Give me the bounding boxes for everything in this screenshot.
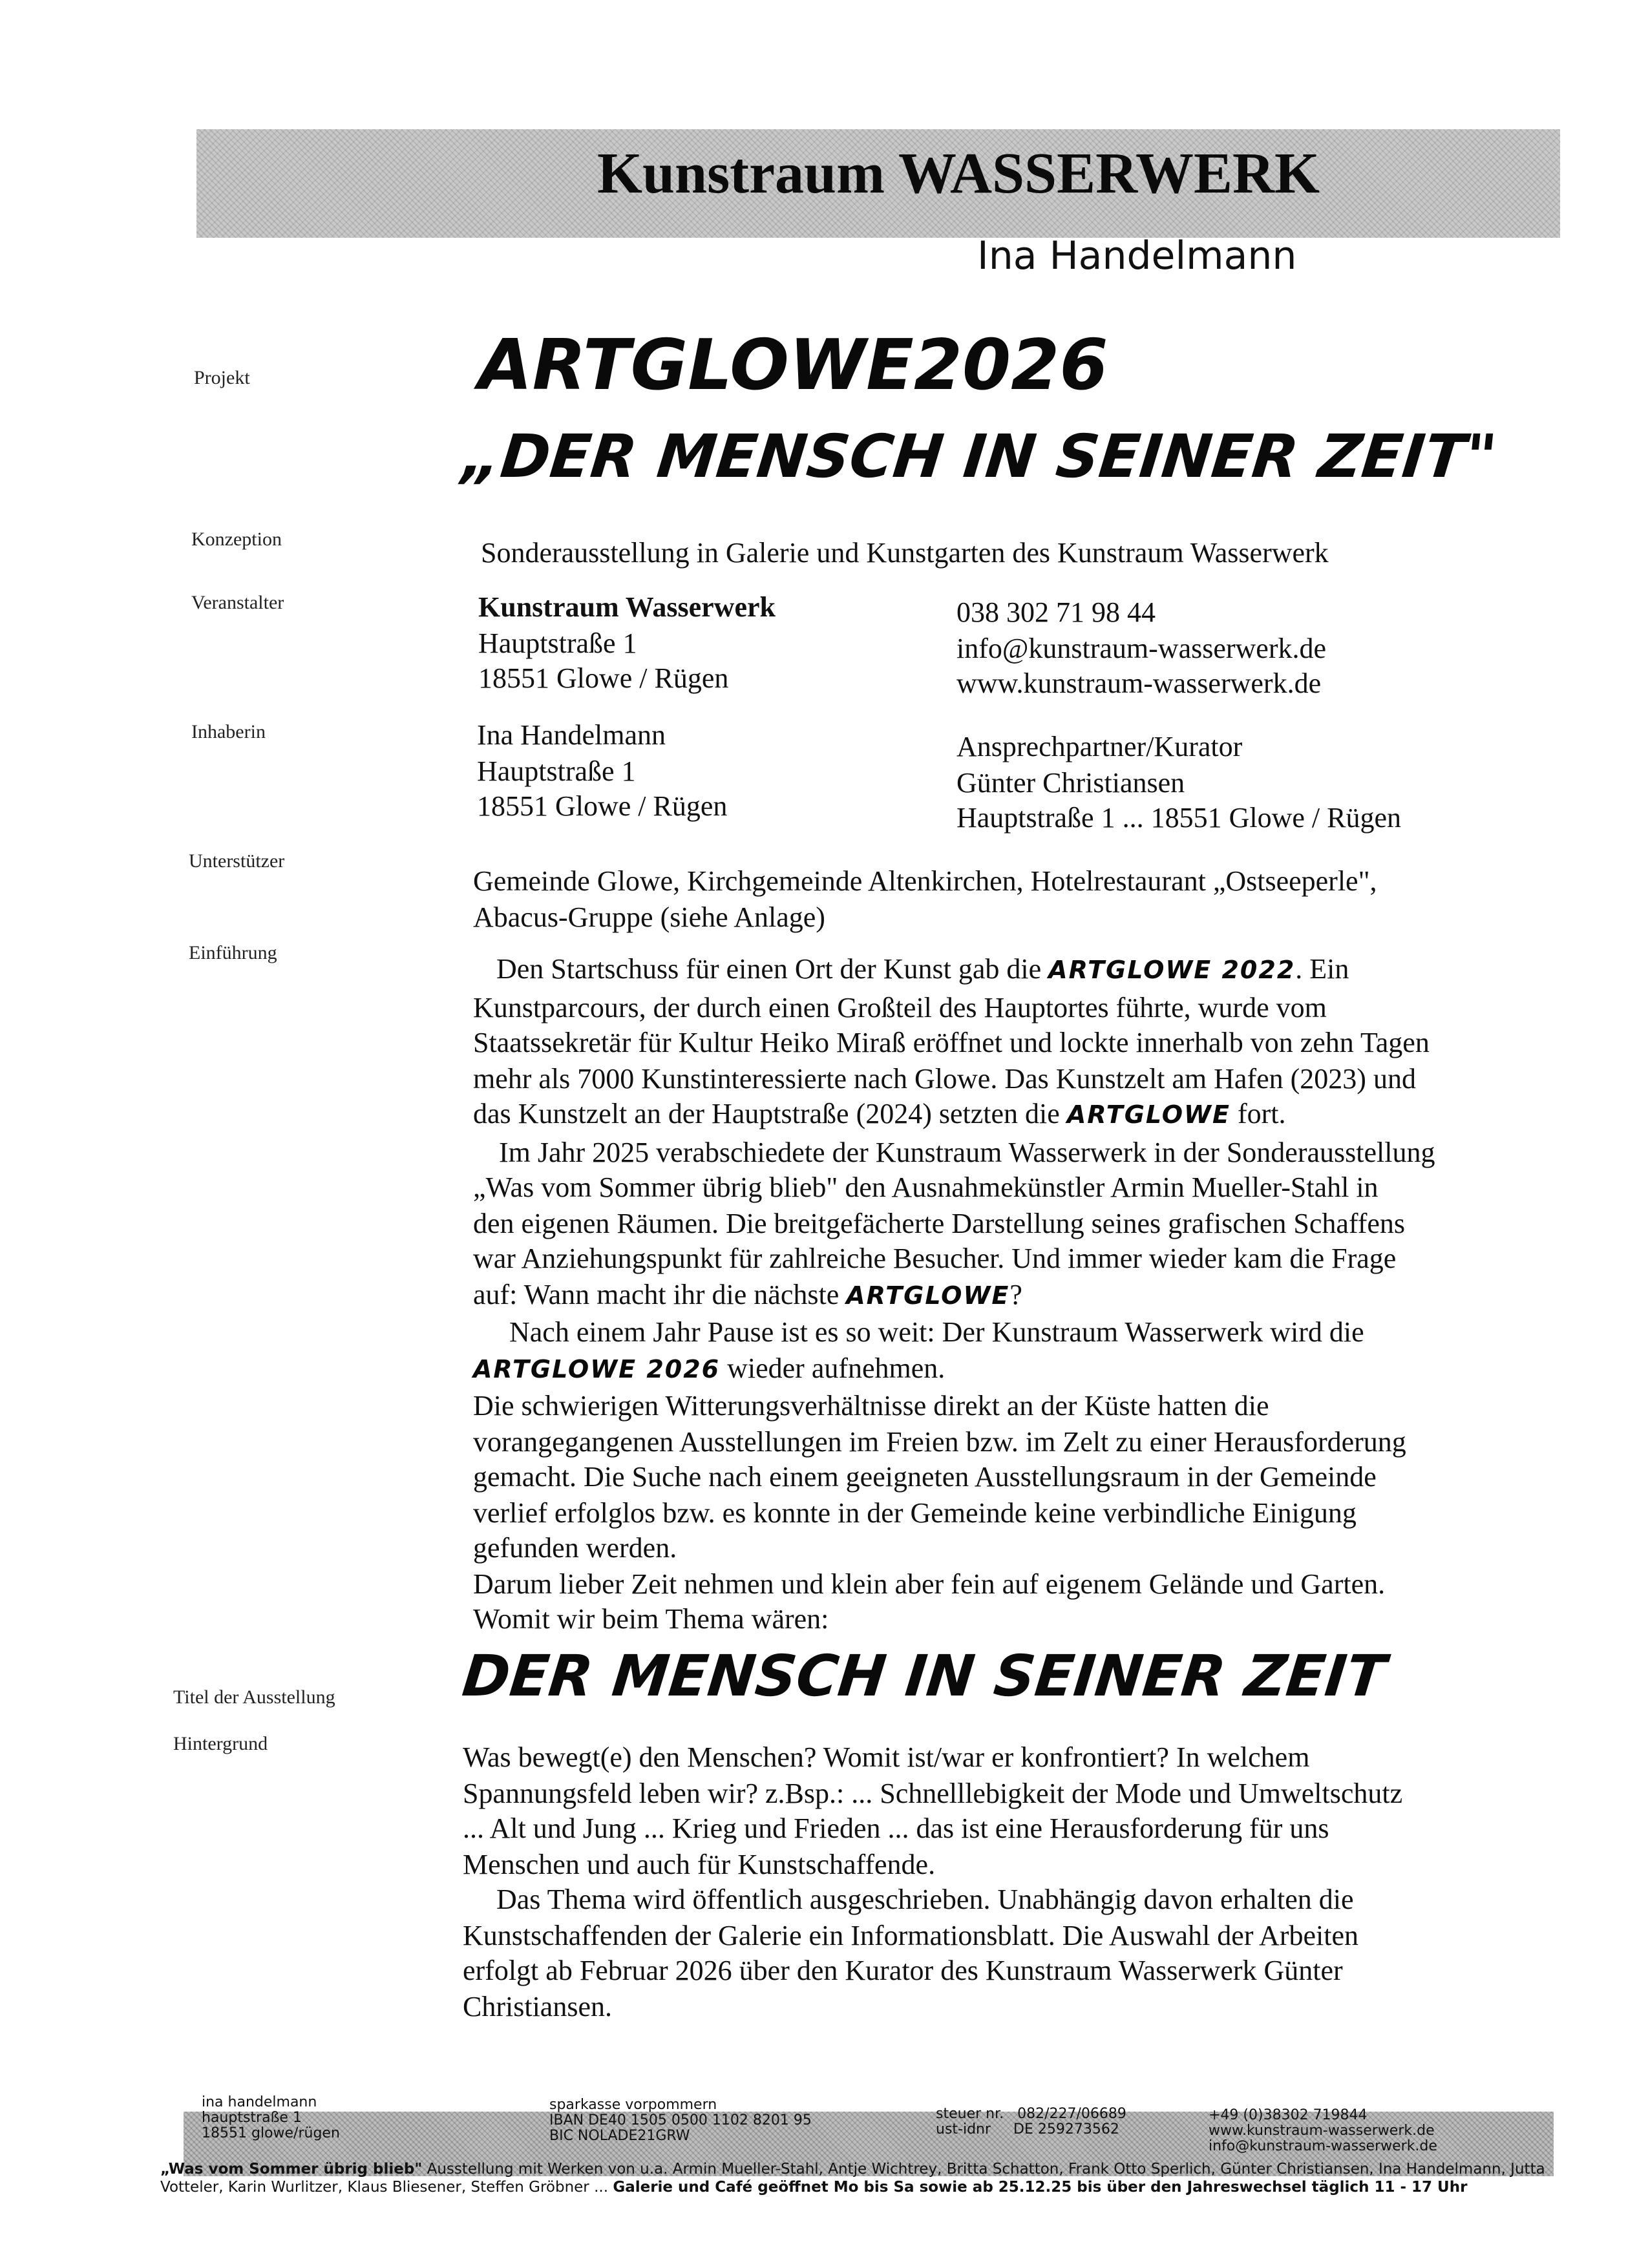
footer-tax <box>936 2106 1126 2122</box>
label-veranstalter: Veranstalter <box>191 593 284 614</box>
inhaberin-name: Ina Handelmann <box>477 719 666 751</box>
text-span: das Kunstzelt an der Hauptstraße (2024) setzten die <box>473 1097 1060 1129</box>
footer-phone: +49 (0)38302 719844 <box>1209 2106 1368 2123</box>
unterstuetzer-text <box>473 863 1377 934</box>
footer-bic: BIC NOLADE21GRW <box>549 2127 690 2144</box>
footer-note-exhibition: „Was vom Sommer übrig blieb" <box>160 2159 423 2178</box>
footer-vat-value: DE 259273562 <box>1013 2121 1119 2137</box>
contact-name: Günter Christiansen <box>956 766 1185 798</box>
footer-street: hauptstraße 1 <box>202 2109 302 2126</box>
footer-col4 <box>1209 2108 1437 2154</box>
inhaberin-contact <box>956 729 1401 835</box>
contact-address: Hauptstraße 1 ... 18551 Glowe / Rügen <box>956 801 1401 834</box>
text-line: Christiansen. <box>463 1990 612 2022</box>
header-title: Kunstraum WASSERWERK <box>597 141 1320 205</box>
text-span: fort. <box>1230 1097 1286 1129</box>
text-line: Was bewegt(e) den Menschen? Womit ist/war er konfrontiert? In welchem <box>463 1741 1310 1773</box>
veranstalter-address <box>478 589 776 696</box>
text-span: auf: Wann macht ihr die nächste <box>473 1277 840 1310</box>
veranstalter-contact <box>956 594 1326 701</box>
text-line: gefunden werden. <box>473 1531 677 1564</box>
text-line: mehr als 7000 Kunstinteressierte nach Glowe. Das Kunstzelt am Hafen (2023) und <box>473 1062 1416 1094</box>
brand-artglowe: ARTGLOWE <box>1066 1101 1231 1129</box>
label-konzeption: Konzeption <box>191 530 282 551</box>
inhaberin-city: 18551 Glowe / Rügen <box>477 790 728 822</box>
brand-artglowe: ARTGLOWE <box>846 1281 1010 1310</box>
footer-tax-label: steuer nr. <box>936 2105 1004 2122</box>
text-line: Im Jahr 2025 verabschiedete der Kunstraum Wasserwerk in der Sonderausstellung <box>499 1135 1435 1168</box>
footer-bank: sparkasse vorpommern <box>549 2096 717 2113</box>
veranstalter-web: www.kunstraum-wasserwerk.de <box>956 667 1322 699</box>
text-line: Kunstparcours, der durch einen Großteil des Hauptortes führte, wurde vom <box>473 991 1327 1023</box>
footer-col1 <box>202 2095 340 2141</box>
veranstalter-city: 18551 Glowe / Rügen <box>478 662 729 694</box>
text-span: ? <box>1009 1277 1022 1310</box>
text-span: Den Startschuss für einen Ort der Kunst gab die <box>496 952 1042 985</box>
text-span: wieder aufnehmen. <box>720 1351 945 1383</box>
text-line: war Anziehungspunkt für zahlreiche Besucher. Und immer wieder kam die Frage <box>473 1242 1397 1274</box>
footer-col2 <box>549 2097 812 2144</box>
text-line: Das Thema wird öffentlich ausgeschrieben. Unabhängig davon erhalten die <box>496 1883 1354 1915</box>
text-line: ... Alt und Jung ... Krieg und Frieden ... das ist eine Herausforderung für uns <box>463 1812 1329 1844</box>
text-line: Nach einem Jahr Pause ist es so weit: Der Kunstraum Wasserwerk wird die <box>509 1316 1364 1348</box>
text-line: vorangegangenen Ausstellungen im Freien bzw. im Zelt zu einer Herausforderung <box>473 1425 1406 1457</box>
label-inhaberin: Inhaberin <box>191 722 266 743</box>
project-subtitle: „DER MENSCH IN SEINER ZEIT" <box>459 421 1500 491</box>
footer-vat-label: ust-idnr <box>936 2121 991 2137</box>
text-line: Menschen und auch für Kunstschaffende. <box>463 1847 936 1880</box>
inhaberin-address <box>477 717 727 824</box>
label-titel-der-ausstellung: Titel der Ausstellung <box>173 1688 335 1708</box>
veranstalter-street: Hauptstraße 1 <box>478 626 637 658</box>
header-owner-name: Ina Handelmann <box>977 234 1297 279</box>
footer-vat <box>936 2122 1126 2137</box>
label-einfuehrung: Einführung <box>189 943 277 964</box>
text-line: Staatssekretär für Kultur Heiko Miraß eröffnet und lockte innerhalb von zehn Tagen <box>473 1026 1430 1058</box>
text-line: den eigenen Räumen. Die breitgefächerte Darstellung seines grafischen Schaffens <box>473 1206 1406 1239</box>
text-line <box>473 1350 1572 1388</box>
footer-web: www.kunstraum-wasserwerk.de <box>1209 2122 1435 2139</box>
hintergrund-body <box>463 1739 1574 2024</box>
label-unterstuetzer: Unterstützer <box>189 852 285 872</box>
text-line: gemacht. Die Suche nach einem geeigneten Ausstellungsraum in der Gemeinde <box>473 1460 1377 1493</box>
text-line <box>473 1096 1572 1134</box>
exhibition-title: DER MENSCH IN SEINER ZEIT <box>459 1644 1389 1710</box>
text-line: verlief erfolglos bzw. es konnte in der Gemeinde keine verbindliche Einigung <box>473 1496 1357 1528</box>
text-line: Spannungsfeld leben wir? z.Bsp.: ... Schnelllebigkeit der Mode und Umweltschutz <box>463 1776 1403 1809</box>
unterstuetzer-line: Gemeinde Glowe, Kirchgemeinde Altenkirchen, Hotelrestaurant „Ostseeperle", <box>473 865 1377 897</box>
footer-city: 18551 glowe/rügen <box>202 2125 340 2141</box>
footer-note-artists: Ausstellung mit Werken von u.a. Armin Mueller-Stahl, Antje Wichtrey, Britta Schatton, Frank Otto Sperlich, Günter Christiansen, Ina Handelmann, Jutta Votteler, Karin Wurlitzer, Klaus Bliesener, Steffen Gröbner ... <box>160 2159 1545 2195</box>
project-title: ARTGLOWE2026 <box>478 324 1108 406</box>
label-projekt: Projekt <box>194 368 250 389</box>
text-line: Womit wir beim Thema wären: <box>473 1602 829 1635</box>
text-line: „Was vom Sommer übrig blieb" den Ausnahmekünstler Armin Mueller-Stahl in <box>473 1171 1379 1203</box>
text-line <box>473 1276 1572 1314</box>
footer-note-hours: Galerie und Café geöffnet Mo bis Sa sowie ab 25.12.25 bis über den Jahreswechsel täglich 11 - 17 Uhr <box>613 2177 1468 2195</box>
text-line: Kunstschaffenden der Galerie ein Informationsblatt. Die Auswahl der Arbeiten <box>463 1918 1358 1951</box>
veranstalter-email: info@kunstraum-wasserwerk.de <box>956 631 1327 664</box>
text-line: Die schwierigen Witterungsverhältnisse direkt an der Küste hatten die <box>473 1389 1269 1422</box>
footer-owner: ina handelmann <box>202 2094 317 2110</box>
footer-tax-value: 082/227/06689 <box>1017 2105 1126 2122</box>
footer-email: info@kunstraum-wasserwerk.de <box>1209 2137 1437 2154</box>
inhaberin-street: Hauptstraße 1 <box>477 754 636 786</box>
veranstalter-phone: 038 302 71 98 44 <box>956 596 1156 628</box>
unterstuetzer-line: Abacus-Gruppe (siehe Anlage) <box>473 900 825 932</box>
footer-note <box>160 2161 1556 2196</box>
footer-iban: IBAN DE40 1505 0500 1102 8201 95 <box>549 2112 812 2128</box>
konzeption-text: Sonderausstellung in Galerie und Kunstgarten des Kunstraum Wasserwerk <box>481 536 1329 569</box>
contact-role: Ansprechpartner/Kurator <box>956 730 1243 762</box>
label-hintergrund: Hintergrund <box>173 1734 268 1755</box>
footer-col3 <box>936 2106 1126 2137</box>
text-line: erfolgt ab Februar 2026 über den Kurator des Kunstraum Wasserwerk Günter <box>463 1954 1343 1986</box>
einfuehrung-body <box>473 951 1572 1637</box>
brand-artglowe: ARTGLOWE 2026 <box>473 1355 721 1383</box>
text-line: Darum lieber Zeit nehmen und klein aber fein auf eigenem Gelände und Garten. <box>473 1567 1386 1599</box>
brand-artglowe: ARTGLOWE 2022 <box>1048 956 1296 985</box>
text-line <box>473 951 1572 989</box>
text-span: . Ein <box>1295 952 1349 985</box>
veranstalter-name: Kunstraum Wasserwerk <box>478 591 776 623</box>
